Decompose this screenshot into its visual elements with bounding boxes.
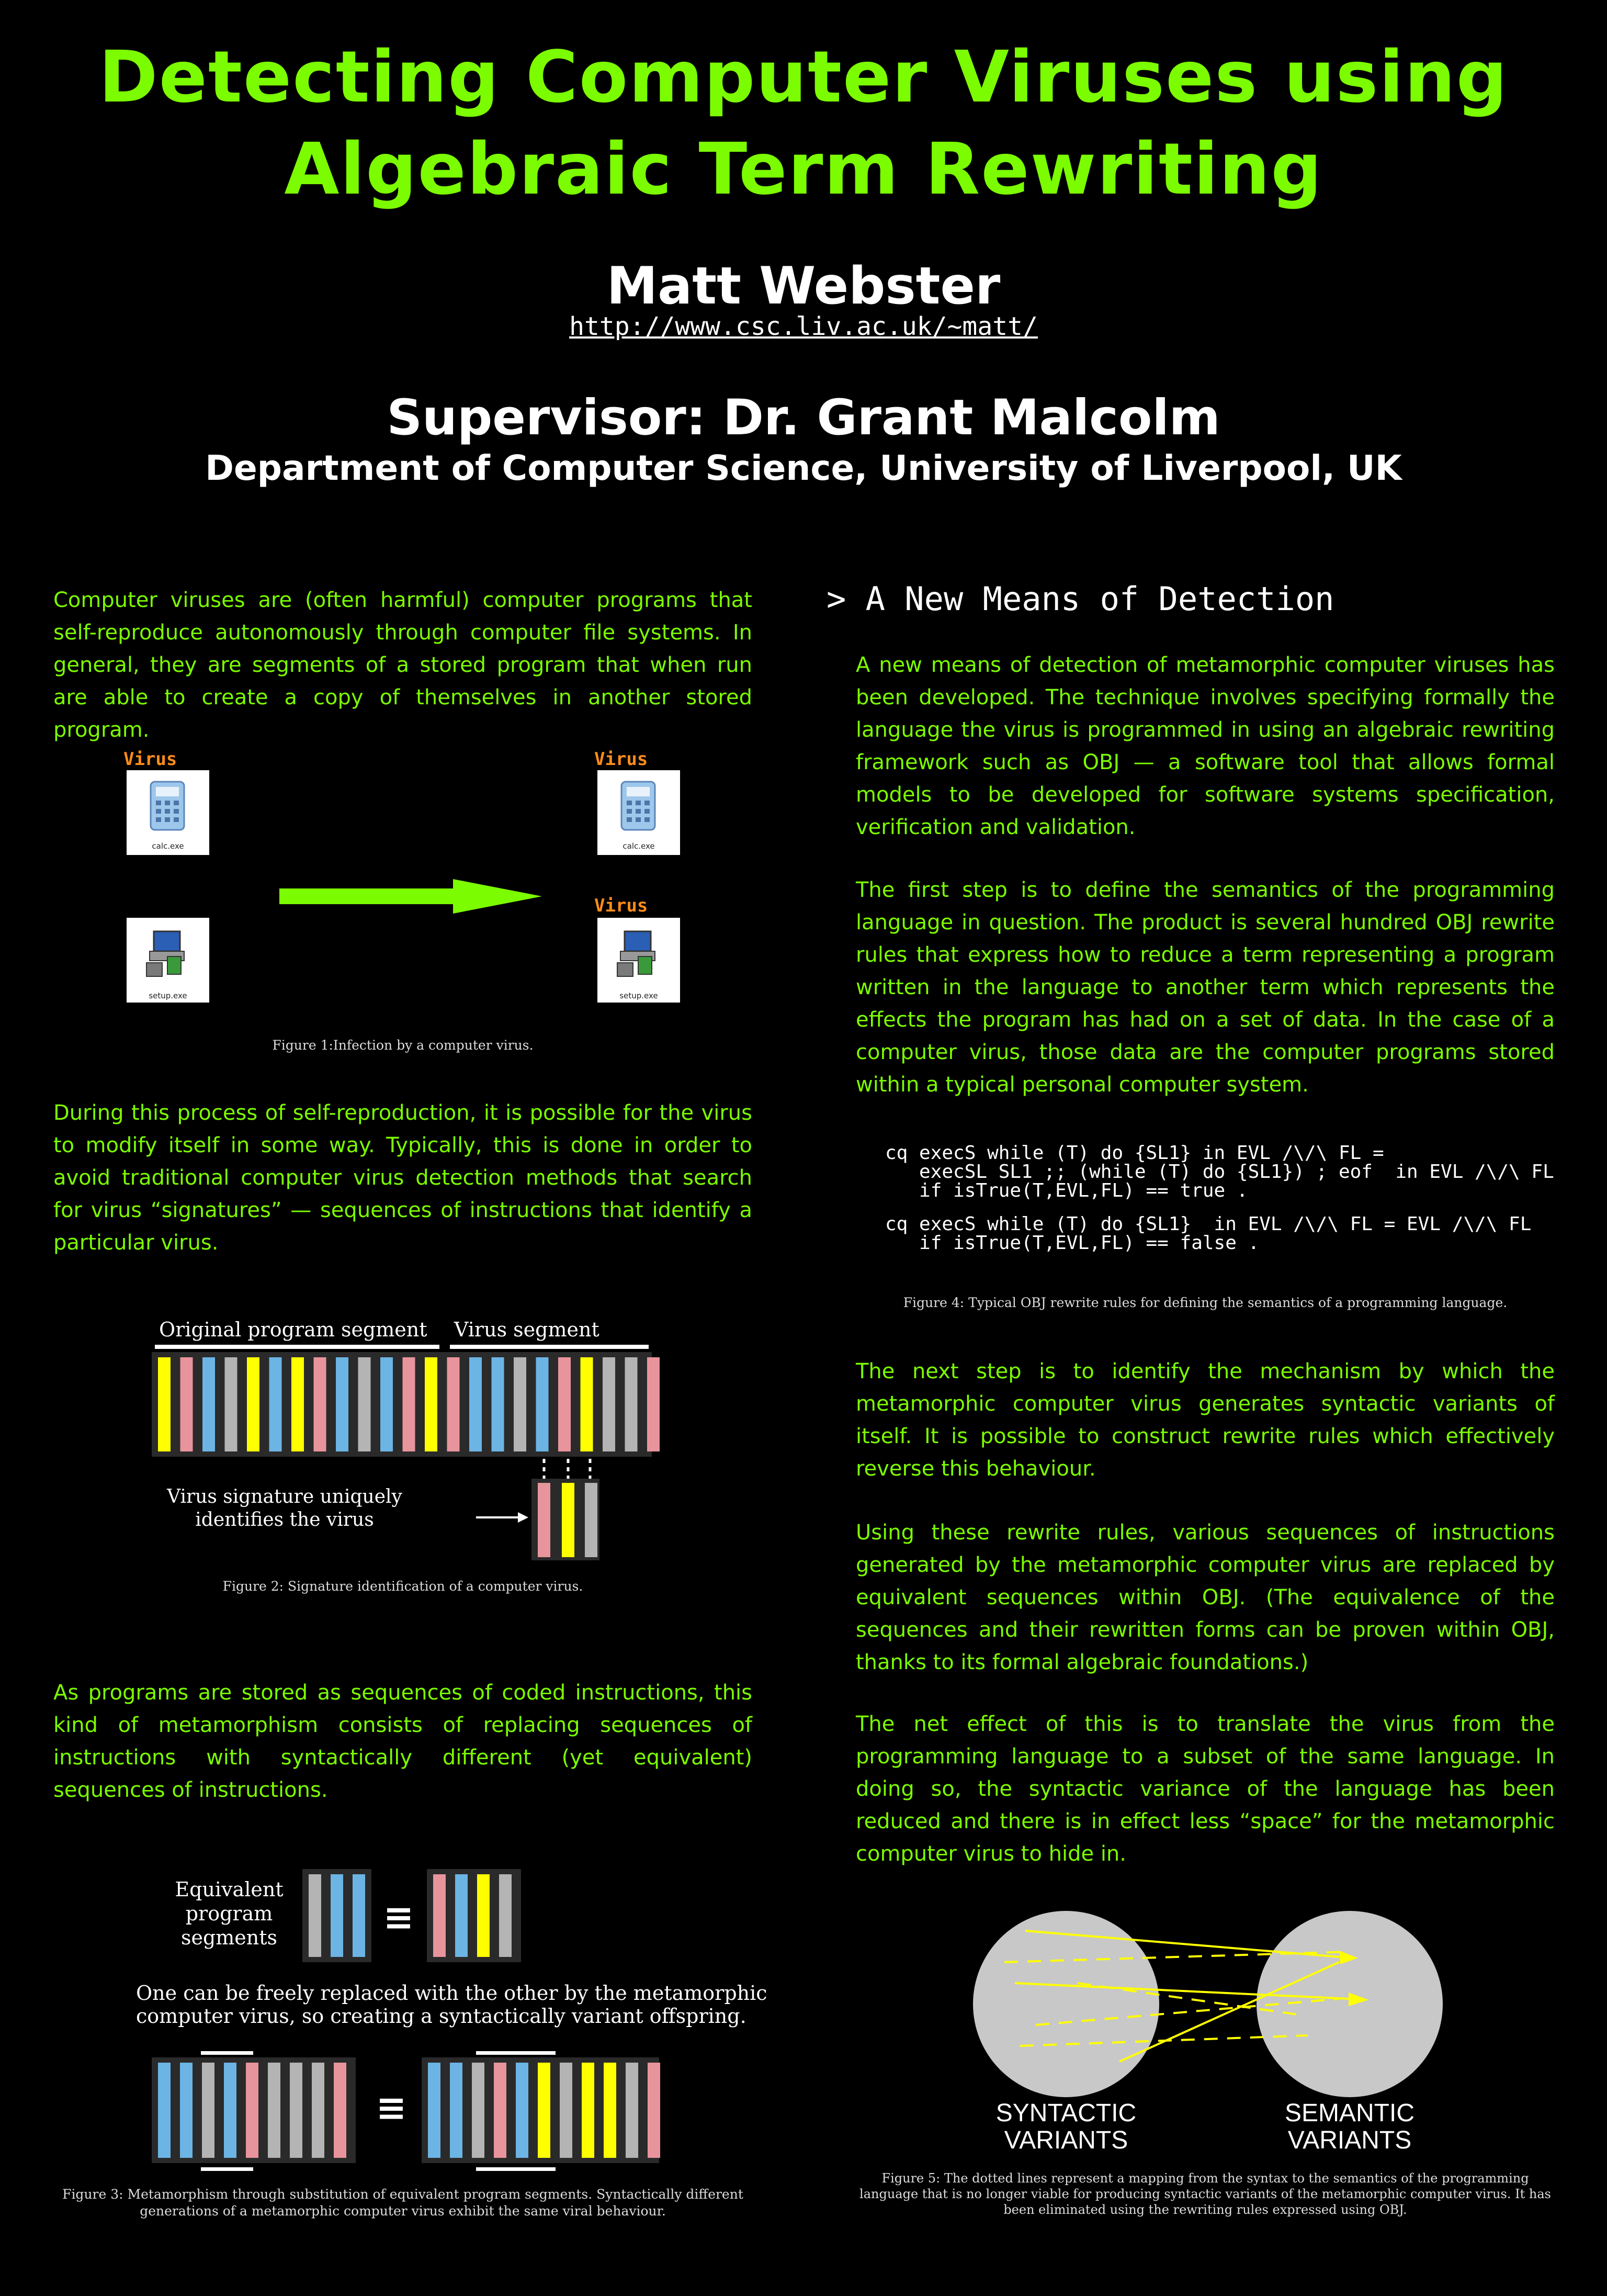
instruction-bar xyxy=(492,1357,504,1451)
right-paragraph-5: The net effect of this is to translate the virus from the programming language to a subset of the same language. In doing so, the syntactic variance of the language has been reduced and there is in effect less “space” for the metamorphic computer virus to hide in. xyxy=(856,1712,1555,1866)
instruction-bar xyxy=(560,2063,572,2158)
virus-tag-right-top: Virus xyxy=(594,749,648,770)
instruction-bar xyxy=(268,2063,280,2158)
instruction-bar xyxy=(314,1357,326,1451)
instruction-bar xyxy=(472,2063,484,2158)
right-paragraph-1: A new means of detection of metamorphic computer viruses has been developed. The technique involves specifying formally the language the virus is programmed in using an algebraic rewriting framework such as OBJ — a software tool that allows formal models to be developed for software systems specification, verification and validation. xyxy=(856,653,1555,839)
instruction-bar xyxy=(538,2063,550,2158)
instruction-bar xyxy=(647,1357,660,1451)
instruction-bar xyxy=(380,1357,393,1451)
virus-tag-left: Virus xyxy=(123,749,177,770)
instruction-bar xyxy=(494,2063,506,2158)
instruction-bar xyxy=(312,2063,324,2158)
infection-arrow xyxy=(279,888,455,904)
instruction-bar xyxy=(334,2063,346,2158)
figure-5-caption-line-3: been eliminated using the rewriting rules expressed using OBJ. xyxy=(1003,2202,1407,2217)
instruction-bar xyxy=(158,2063,171,2158)
equiv-label-line-1: Equivalent xyxy=(175,1878,284,1901)
instruction-bar xyxy=(202,1357,215,1451)
syntactic-label-line-2: VARIANTS xyxy=(1004,2126,1128,2154)
virus-tag-right-bottom: Virus xyxy=(594,895,648,916)
instruction-bar xyxy=(514,1357,526,1451)
instruction-bar xyxy=(269,1357,282,1451)
left-paragraph-2: During this process of self-reproduction, it is possible for the virus to modify itself in some way. Typically, this is done in order to avoid traditional computer virus detection methods that search for virus “signatures” — sequences of instructions that identify a particular virus. xyxy=(53,1101,752,1255)
signature-label-line-1: Virus signature uniquely xyxy=(167,1486,402,1507)
calc-filename-left: calc.exe xyxy=(152,841,184,851)
virus-segment-label: Virus segment xyxy=(454,1318,599,1341)
instruction-bar xyxy=(582,2063,594,2158)
instruction-bar xyxy=(604,2063,616,2158)
instruction-bar xyxy=(581,1357,593,1451)
semantic-label-line-1: SEMANTIC xyxy=(1284,2099,1415,2127)
instruction-bar xyxy=(536,1357,549,1451)
figure-1-caption: Figure 1:Infection by a computer virus. xyxy=(272,1038,534,1053)
poster-title xyxy=(0,31,1607,216)
supervisor: Supervisor: Dr. Grant Malcolm xyxy=(387,389,1220,446)
instruction-bar xyxy=(246,2063,258,2158)
instruction-bar xyxy=(447,1357,460,1451)
variant-a-bars xyxy=(158,2063,346,2158)
instruction-bar xyxy=(158,1357,171,1451)
figure-3 xyxy=(136,1863,767,2187)
instruction-bar xyxy=(225,1357,237,1451)
figure-5 xyxy=(973,1905,1444,2154)
instruction-bar xyxy=(625,1357,638,1451)
instruction-bar xyxy=(558,1357,571,1451)
right-paragraph-2: The first step is to define the semantics of the programming language in question. The product is several hundred OBJ rewrite rules that express how to reduce a term representing a program written in the language to another term which represents the effects the program has had on a set of data. In the case of a computer virus, those data are the computer programs stored within a typical personal computer system. xyxy=(856,878,1555,1097)
left-paragraph-3: As programs are stored as sequences of coded instructions, this kind of metamorphism consists of replacing sequences of instructions with syntactically different (yet equivalent) sequences of instructions. xyxy=(53,1681,752,1802)
equivalence-symbol-top: ≡ xyxy=(383,1896,414,1939)
figure-5-caption-line-2: language that is no longer viable for producing syntactic variants of the metamorphic computer virus. It has xyxy=(859,2187,1551,2201)
instruction-bar xyxy=(247,1357,259,1451)
obj-rule-2: cq execS while (T) do {SL1} in EVL /\/\ FL = EVL /\/\ FL if isTrue(T,EVL,FL) == false . xyxy=(885,1213,1532,1254)
instruction-bar xyxy=(603,1357,615,1451)
instruction-bar xyxy=(425,1357,437,1451)
figure-3-caption xyxy=(53,2186,752,2220)
author-url-link[interactable]: http://www.csc.liv.ac.uk/~matt/ xyxy=(569,312,1038,341)
title-line-2: Algebraic Term Rewriting xyxy=(284,128,1323,211)
instruction-bar xyxy=(290,2063,302,2158)
replace-text-line-1: One can be freely replaced with the other by the metamorphic xyxy=(136,1982,767,2005)
setup-filename-right: setup.exe xyxy=(619,991,658,1000)
instruction-bar xyxy=(180,1357,193,1451)
equivalence-symbol-bottom: ≡ xyxy=(376,2086,407,2129)
equiv-label-line-3: segments xyxy=(180,1926,278,1949)
instruction-bar xyxy=(202,2063,214,2158)
section-heading: > A New Means of Detection xyxy=(827,580,1334,618)
title-line-1: Detecting Computer Viruses using xyxy=(98,36,1509,119)
replace-text-line-2: computer virus, so creating a syntactically variant offspring. xyxy=(136,2005,746,2028)
instruction-bar xyxy=(516,2063,528,2158)
instruction-bar xyxy=(180,2063,193,2158)
figure-4-caption: Figure 4: Typical OBJ rewrite rules for defining the semantics of a programming language. xyxy=(903,1295,1508,1310)
instruction-bar xyxy=(336,1357,348,1451)
figure-2-caption: Figure 2: Signature identification of a computer virus. xyxy=(222,1579,583,1594)
calc-filename-right: calc.exe xyxy=(623,841,655,851)
instruction-bar xyxy=(626,2063,638,2158)
figure-5-caption-line-1: Figure 5: The dotted lines represent a mapping from the syntax to the semantics of the programming xyxy=(881,2171,1529,2186)
right-paragraph-4: Using these rewrite rules, various sequences of instructions generated by the metamorphic computer virus are replaced by equivalent sequences within OBJ. (The equivalence of the sequences and their rewritten forms can be proven within OBJ, thanks to its formal algebraic foundations.) xyxy=(856,1521,1555,1674)
semantic-label-line-2: VARIANTS xyxy=(1287,2126,1412,2154)
instruction-bar xyxy=(291,1357,304,1451)
instruction-bar xyxy=(428,2063,440,2158)
department: Department of Computer Science, University of Liverpool, UK xyxy=(205,448,1402,488)
figure-2 xyxy=(152,1319,654,1559)
right-paragraph-3: The next step is to identify the mechanism by which the metamorphic computer virus generates syntactic variants of itself. It is possible to construct rewrite rules which effectively reverse this behaviour. xyxy=(856,1359,1555,1481)
figure-1-diagram xyxy=(123,747,699,1030)
figure-3-caption-line-1: Figure 3: Metamorphism through substitution of equivalent program segments. Syntactically different xyxy=(62,2187,743,2202)
figure-3-caption-line-2: generations of a metamorphic computer virus exhibit the same viral behaviour. xyxy=(140,2203,666,2219)
instruction-bar xyxy=(648,2063,660,2158)
original-segment-label: Original program segment xyxy=(159,1318,427,1341)
author-name: Matt Webster xyxy=(606,256,1001,316)
equiv-label-line-2: program xyxy=(185,1902,273,1925)
instruction-bar xyxy=(403,1357,415,1451)
instruction-bar xyxy=(224,2063,236,2158)
program-instruction-bars xyxy=(158,1357,660,1451)
setup-filename-left: setup.exe xyxy=(149,991,187,1000)
instruction-bar xyxy=(450,2063,462,2158)
instruction-bar xyxy=(469,1357,482,1451)
signature-label-line-2: identifies the virus xyxy=(195,1509,374,1530)
left-paragraph-1: Computer viruses are (often harmful) computer programs that self-reproduce autonomously through computer file systems. In general, they are segments of a stored program that when run are able to create a copy of themselves in another stored program. xyxy=(53,588,752,742)
instruction-bar xyxy=(358,1357,371,1451)
figure-5-caption xyxy=(856,2170,1555,2218)
figure-1 xyxy=(123,747,699,1030)
obj-rule-1: cq execS while (T) do {SL1} in EVL /\/\ FL = execSL SL1 ;; (while (T) do {SL1}) ; eof in EVL /\/\ FL if isTrue(T,EVL,FL) == true . xyxy=(885,1142,1554,1201)
syntactic-label-line-1: SYNTACTIC xyxy=(995,2099,1137,2127)
